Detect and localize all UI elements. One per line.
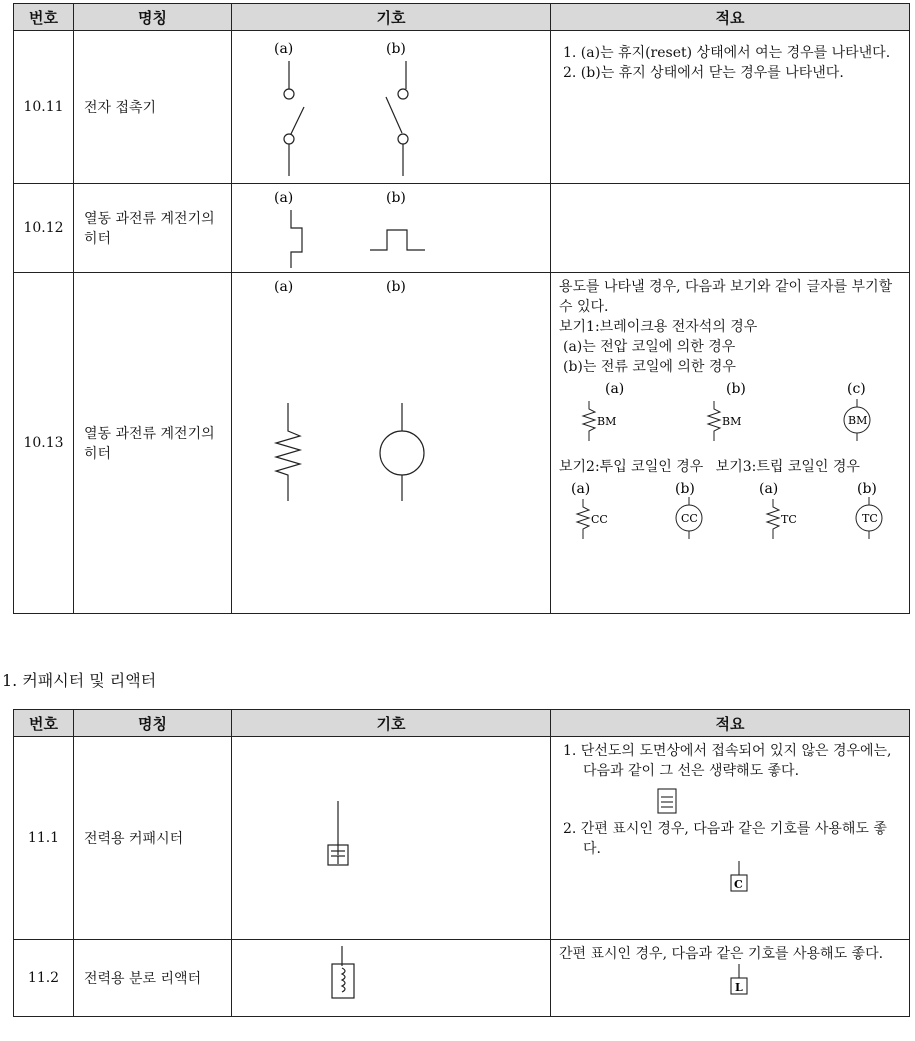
capacitor-simplified-icon (559, 781, 904, 819)
row-symbol (232, 737, 551, 940)
sym-label-a: (a) (274, 279, 294, 295)
ex1-code-a: BM (597, 415, 617, 428)
sym-label-b: (b) (386, 41, 406, 57)
table-header-row (14, 710, 910, 737)
ex1-code-c: BM (848, 414, 868, 427)
ex1-label-b: (b) (726, 381, 746, 397)
row-symbol (232, 184, 551, 273)
row-symbol (232, 31, 551, 184)
example3-title: 보기3:트립 코일인 경우 (715, 459, 860, 475)
reactor-l-icon (559, 964, 904, 998)
example1-symbols-icon (559, 377, 904, 457)
example1-b: (b)는 전류 코일에 의한 경우 (563, 359, 736, 375)
ex3-label-a: (a) (759, 481, 779, 497)
remark-item: 1. (a)는 휴지(reset) 상태에서 여는 경우를 나타낸다. (563, 45, 891, 61)
row-number: 10.11 (14, 31, 74, 184)
ex2-code-a: CC (591, 513, 608, 526)
row-remark (551, 31, 910, 184)
table-row (14, 273, 910, 614)
table-header-row (14, 4, 910, 31)
capacitor-code: C (734, 878, 743, 891)
symbol-table-10 (13, 3, 910, 614)
row-remark (551, 940, 910, 1017)
row-number: 11.1 (14, 737, 74, 940)
heater-symbol-icon (232, 184, 551, 272)
row-name: 전력용 커패시터 (74, 737, 232, 940)
row-remark (551, 184, 910, 273)
row-number: 10.12 (14, 184, 74, 273)
header-remark: 적요 (551, 4, 910, 31)
remark-item: 2. (b)는 휴지 상태에서 닫는 경우를 나타낸다. (563, 65, 844, 81)
example1-title: 보기1:브레이크용 전자석의 경우 (559, 319, 758, 335)
row-remark (551, 273, 910, 614)
header-name: 명칭 (74, 4, 232, 31)
table-row (14, 184, 910, 273)
ex2-label-b: (b) (675, 481, 695, 497)
capacitor-symbol-icon (232, 737, 551, 939)
header-name: 명칭 (74, 710, 232, 737)
example23-symbols-icon (559, 477, 904, 549)
row-symbol (232, 940, 551, 1017)
ex2-code-b: CC (681, 512, 698, 525)
row-name: 전자 접촉기 (74, 31, 232, 184)
capacitor-c-icon (559, 859, 904, 895)
table-row (14, 940, 910, 1017)
table-row (14, 31, 910, 184)
remark-text: 간편 표시인 경우, 다음과 같은 기호를 사용해도 좋다. (559, 946, 884, 962)
remark-item: 1. 단선도의 도면상에서 접속되어 있지 않은 경우에는, 다음과 같이 그 선은 생략해도 좋다. (563, 743, 892, 779)
row-remark (551, 737, 910, 940)
row-name: 열동 과전류 계전기의 히터 (74, 273, 232, 614)
ex1-code-b: BM (722, 415, 742, 428)
header-no: 번호 (14, 710, 74, 737)
ex3-code-b: TC (862, 512, 878, 525)
ex3-code-a: TC (781, 513, 797, 526)
row-number: 10.13 (14, 273, 74, 614)
row-symbol (232, 273, 551, 614)
sym-label-a: (a) (274, 41, 294, 57)
header-symbol: 기호 (232, 4, 551, 31)
sym-label-b: (b) (386, 279, 406, 295)
row-name: 열동 과전류 계전기의 히터 (74, 184, 232, 273)
reactor-code: L (735, 981, 743, 994)
section-title: 1. 커패시터 및 리액터 (2, 671, 157, 690)
reactor-symbol-icon (232, 940, 551, 1016)
remark-item: 2. 간편 표시인 경우, 다음과 같은 기호를 사용해도 좋다. (563, 821, 887, 857)
contactor-symbol-icon (232, 31, 551, 183)
remark-intro: 용도를 나타낼 경우, 다음과 보기와 같이 글자를 부기할 수 있다. (559, 279, 893, 315)
ex1-label-c: (c) (847, 381, 866, 397)
row-number: 11.2 (14, 940, 74, 1017)
row-name: 전력용 분로 리액터 (74, 940, 232, 1017)
example1-a: (a)는 전압 코일에 의한 경우 (563, 339, 736, 355)
sym-label-b: (b) (386, 190, 406, 206)
ex3-label-b: (b) (857, 481, 877, 497)
example2-title: 보기2:투입 코일인 경우 (559, 459, 704, 475)
header-no: 번호 (14, 4, 74, 31)
coil-symbol-icon (232, 273, 551, 613)
symbol-table-11 (13, 709, 910, 1017)
ex2-label-a: (a) (571, 481, 591, 497)
ex1-label-a: (a) (605, 381, 625, 397)
header-remark: 적요 (551, 710, 910, 737)
sym-label-a: (a) (274, 190, 294, 206)
table-row (14, 737, 910, 940)
header-symbol: 기호 (232, 710, 551, 737)
